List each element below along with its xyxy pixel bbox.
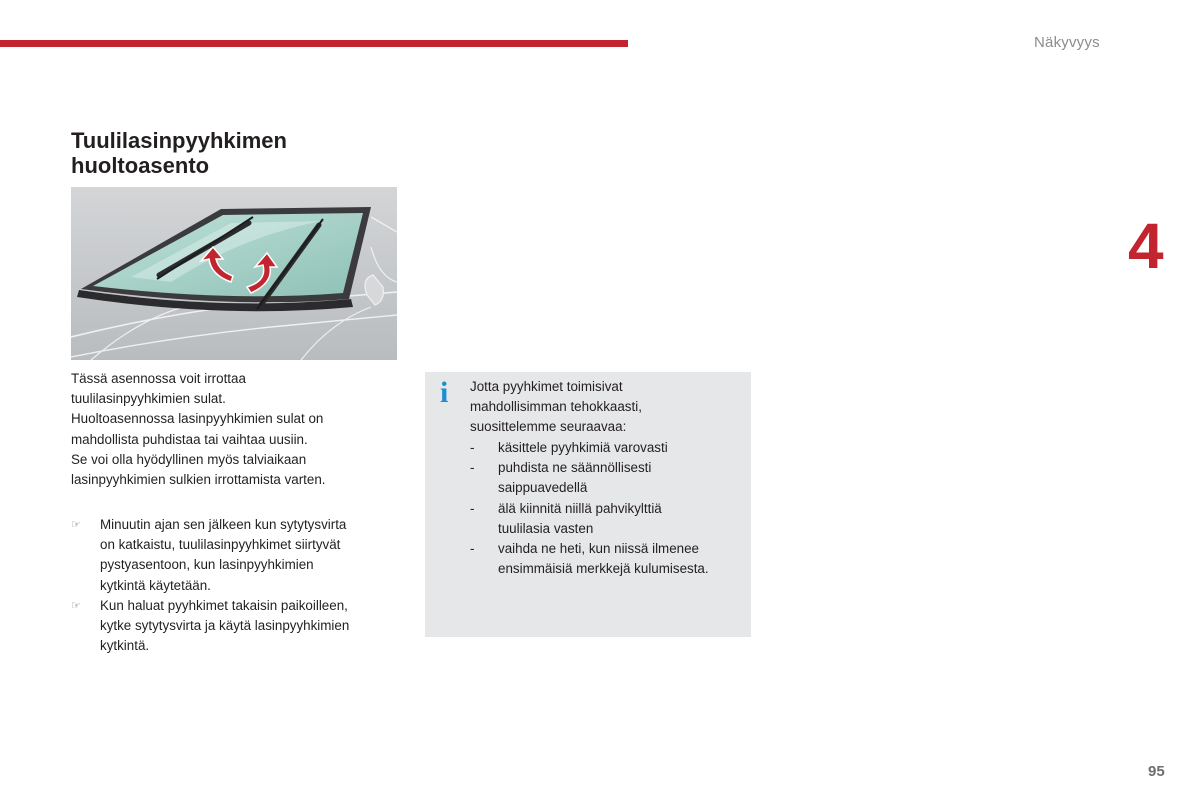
info-list-item <box>470 539 745 579</box>
intro-line: tuulilasinpyyhkimien sulat. <box>71 391 226 407</box>
intro-line: Huoltoasennossa lasinpyyhkimien sulat on <box>71 411 324 427</box>
step-line: Minuutin ajan sen jälkeen kun sytytysvirta <box>100 517 347 532</box>
dash-bullet: - <box>470 500 475 516</box>
info-list-item <box>470 438 745 458</box>
pointing-hand-icon: ☞ <box>71 519 81 531</box>
info-item-line: saippuavedellä <box>498 480 588 496</box>
info-intro-line: suosittelemme seuraavaa: <box>470 419 627 435</box>
info-intro <box>470 377 740 438</box>
info-item-line: älä kiinnitä niillä pahvikylttiä <box>498 500 662 516</box>
page-number: 95 <box>1148 763 1165 780</box>
dash-bullet: - <box>470 460 475 476</box>
windshield-wipers-raised-icon <box>71 187 397 360</box>
info-icon: i <box>440 376 449 409</box>
pointing-hand-icon: ☞ <box>71 599 81 612</box>
instruction-step <box>71 515 401 596</box>
instruction-step <box>71 596 401 657</box>
section-label: Näkyvyys <box>1034 34 1100 51</box>
info-item-line: puhdista ne säännöllisesti <box>498 460 652 476</box>
step-line: kytkintä. <box>100 638 150 654</box>
step-line: kytkintä käytetään. <box>100 577 211 593</box>
info-list <box>470 438 745 579</box>
info-item-line: ensimmäisiä merkkejä kulumisesta. <box>498 561 709 577</box>
info-item-line: käsittele pyyhkimiä varovasti <box>498 440 668 455</box>
intro-line: mahdollista puhdistaa tai vaihtaa uusiin. <box>71 431 308 447</box>
intro-line: lasinpyyhkimien sulkien irrottamista varten. <box>71 472 326 488</box>
top-accent-bar <box>0 40 628 47</box>
info-box <box>425 372 751 637</box>
intro-line: Tässä asennossa voit irrottaa <box>71 371 246 386</box>
info-intro-line: mahdollisimman tehokkaasti, <box>470 399 642 415</box>
page-title-line-1: Tuulilasinpyyhkimen <box>71 128 287 153</box>
step-line: pystyasentoon, kun lasinpyyhkimien <box>100 557 314 573</box>
intro-line: Se voi olla hyödyllinen myös talviaikaan <box>71 451 307 467</box>
info-item-line: tuulilasia vasten <box>498 520 594 536</box>
chapter-number: 4 <box>1128 210 1164 282</box>
dash-bullet: - <box>470 541 475 557</box>
info-intro-line: Jotta pyyhkimet toimisivat <box>470 379 623 394</box>
step-line: kytke sytytysvirta ja käytä lasinpyyhkimien <box>100 618 350 634</box>
page-title <box>71 128 391 178</box>
page-title-line-2: huoltoasento <box>71 153 210 178</box>
instruction-steps <box>71 515 401 656</box>
dash-bullet: - <box>470 440 475 455</box>
info-list-item <box>470 499 745 539</box>
info-list-item <box>470 458 745 498</box>
step-line: Kun haluat pyyhkimet takaisin paikoilleen, <box>100 597 348 613</box>
step-line: on katkaistu, tuulilasinpyyhkimet siirtyvät <box>100 537 341 553</box>
windshield-wiper-illustration <box>71 187 397 360</box>
info-item-line: vaihda ne heti, kun niissä ilmenee <box>498 541 699 557</box>
intro-paragraph <box>71 369 401 490</box>
